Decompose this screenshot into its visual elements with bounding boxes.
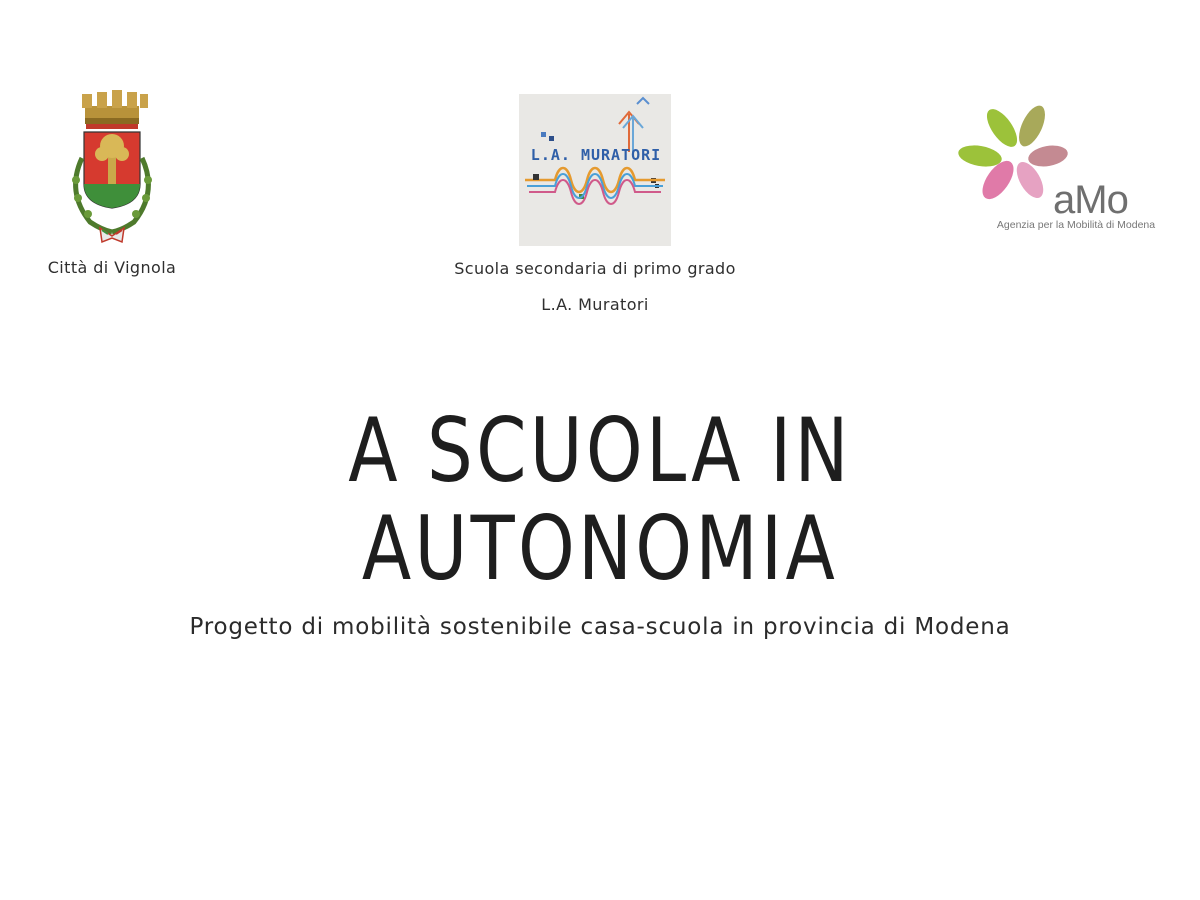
amo-name: aMo: [1053, 178, 1128, 222]
vignola-crest-block: [32, 88, 192, 277]
school-logo-text: L.A. MURATORI: [530, 146, 662, 164]
school-logo-block: [405, 94, 785, 318]
title-line-1: A SCUOLA IN: [348, 399, 852, 502]
school-caption-line1: Scuola secondaria di primo grado: [454, 259, 736, 278]
muratori-logo-icon: [519, 94, 671, 246]
crest-caption: Città di Vignola: [47, 258, 177, 277]
page-subtitle: Progetto di mobilità sostenibile casa-scuola in provincia di Modena: [189, 614, 1011, 640]
page-title: [108, 399, 1092, 600]
school-logo: [519, 94, 671, 246]
amo-tagline: Agenzia per la Mobilità di Modena: [996, 219, 1156, 231]
title-line-2: AUTONOMIA: [361, 497, 839, 600]
school-caption-line2: L.A. Muratori: [541, 295, 649, 314]
vignola-coat-of-arms-icon: [52, 88, 172, 248]
